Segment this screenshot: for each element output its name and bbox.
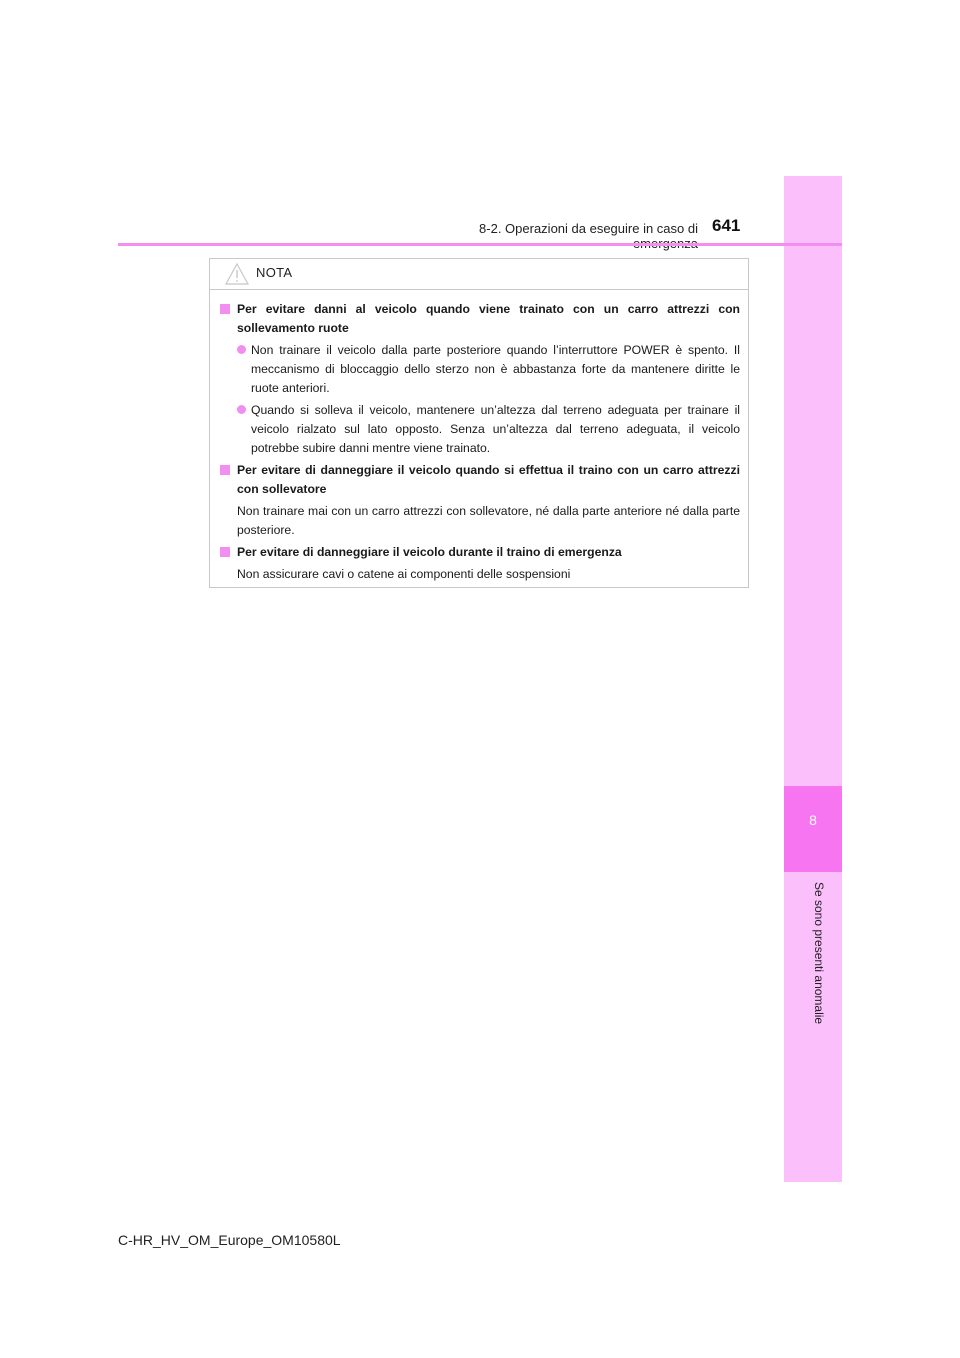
notice-body (210, 290, 748, 584)
chapter-number: 8 (809, 812, 817, 828)
circle-bullet-icon (237, 405, 246, 414)
section-heading: Per evitare di danneggiare il veicolo durante il traino di emergenza (237, 545, 622, 559)
notice-section (218, 461, 740, 540)
header-rule (118, 243, 842, 246)
notice-section (218, 543, 740, 584)
notice-title: NOTA (256, 265, 293, 280)
document-code: C-HR_HV_OM_Europe_OM10580L (118, 1232, 341, 1248)
square-bullet-icon (220, 547, 230, 557)
list-item-text: Quando si solleva il veicolo, mantenere un’altezza dal terreno adeguata per trainare il veicolo rialzato sul lato opposto. Senza un’altezza dal terreno adeguata, il veicolo potrebbe subire danni mentre viene trainato. (251, 403, 740, 455)
chapter-label: Se sono presenti anomalie (812, 882, 826, 1025)
section-title: 8-2. Operazioni da eseguire in caso di (479, 221, 698, 236)
section-heading: Per evitare danni al veicolo quando viene trainato con un carro attrezzi con sollevamento ruote (237, 302, 740, 335)
warning-triangle-icon (224, 262, 250, 286)
section-text: Non assicurare cavi o catene ai componenti delle sospensioni (237, 567, 571, 581)
square-bullet-icon (220, 465, 230, 475)
list-item (237, 341, 740, 398)
notice-section (218, 300, 740, 458)
list-item-text: Non trainare il veicolo dalla parte posteriore quando l’interruttore POWER è spento. Il meccanismo di bloccaggio dello sterzo non è abbastanza forte da mantenere diritte le ruote anteriori. (251, 343, 740, 395)
square-bullet-icon (220, 304, 230, 314)
section-heading: Per evitare di danneggiare il veicolo quando si effettua il traino con un carro attrezzi con sollevatore (237, 463, 740, 496)
notice-header (210, 259, 748, 290)
page-number: 641 (712, 216, 741, 235)
circle-bullet-icon (237, 345, 246, 354)
section-text: Non trainare mai con un carro attrezzi con sollevatore, né dalla parte anteriore né dalla parte posteriore. (237, 504, 740, 537)
chapter-tab (784, 786, 842, 872)
notice-box (209, 258, 749, 588)
list-item (237, 401, 740, 458)
